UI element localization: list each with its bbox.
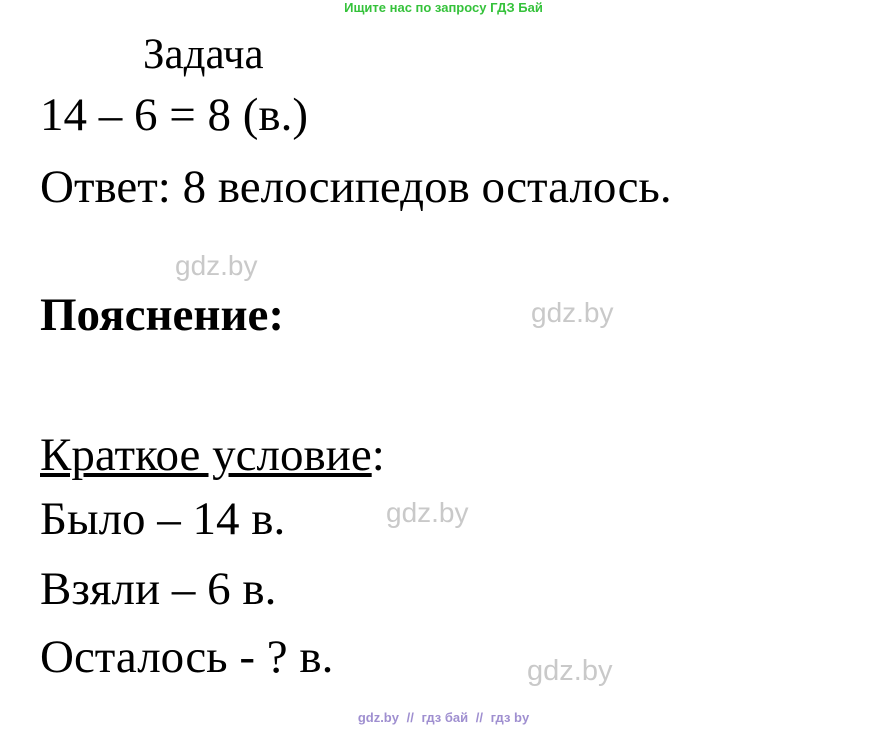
explanation-heading: Пояснение: (40, 289, 285, 341)
top-promo-banner: Ищите нас по запросу ГДЗ Бай (344, 0, 543, 15)
footer-separator: // (406, 710, 414, 725)
footer-separator: // (475, 710, 483, 725)
condition-line: Взяли – 6 в. (40, 563, 277, 615)
watermark: gdz.by (531, 297, 614, 328)
page-title: Задача (143, 31, 264, 78)
watermark: gdz.by (386, 497, 469, 528)
watermark: gdz.by (175, 250, 258, 281)
condition-line: Осталось - ? в. (40, 631, 334, 683)
answer-line: Ответ: 8 велосипедов осталось. (40, 161, 672, 213)
footer-item-3[interactable]: гдз by (490, 710, 530, 725)
short-condition-heading (40, 428, 385, 482)
short-condition-colon: : (371, 429, 385, 481)
footer-item-1[interactable]: gdz.by (357, 710, 399, 725)
condition-line: Было – 14 в. (40, 493, 286, 545)
footer-item-2[interactable]: гдз бай (421, 710, 469, 725)
watermark: gdz.by (527, 655, 613, 687)
footer-links (0, 710, 887, 725)
equation-line: 14 – 6 = 8 (в.) (40, 89, 309, 141)
short-condition-label: Краткое условие (40, 429, 372, 481)
